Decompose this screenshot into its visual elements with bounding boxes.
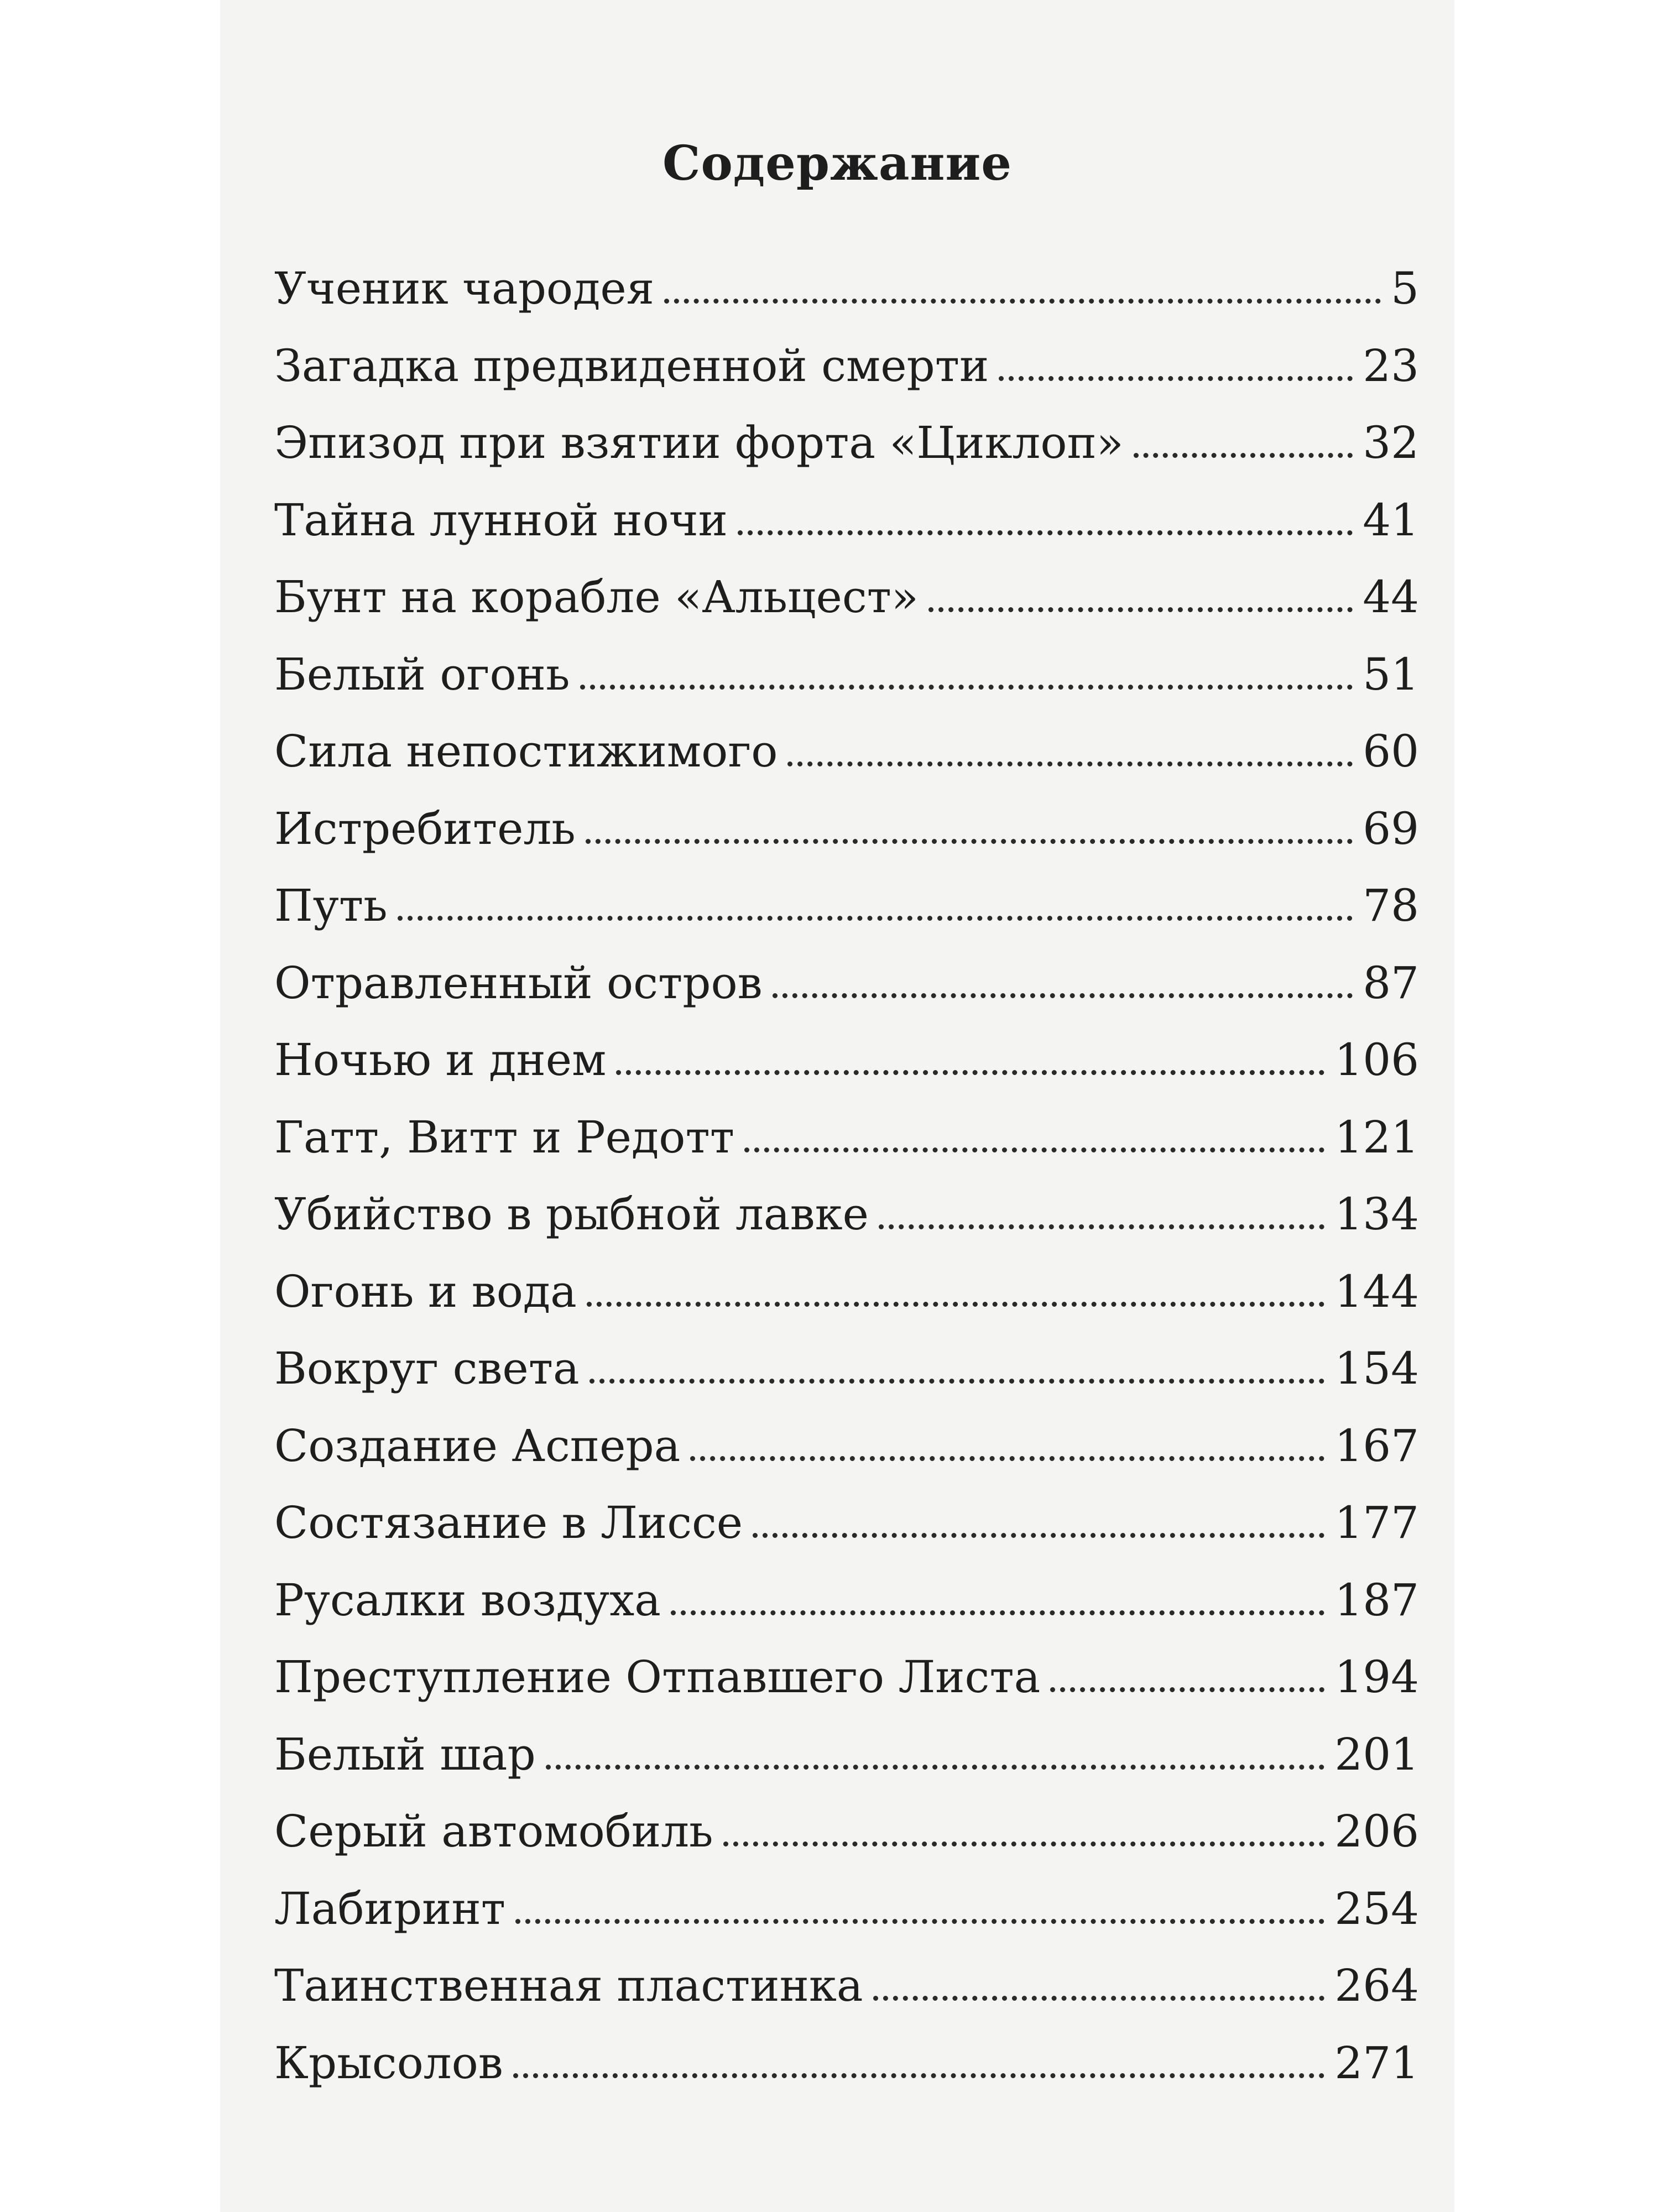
- toc-entry: [274, 1497, 1419, 1574]
- toc-entry-page-number: 144: [1334, 1265, 1419, 1317]
- dot-leader: [1134, 453, 1353, 458]
- toc-entry: [274, 571, 1419, 649]
- toc-entry: [274, 1729, 1419, 1806]
- toc-entry-title: Белый огонь: [274, 648, 570, 700]
- dot-leader: [1050, 1687, 1324, 1692]
- toc-entry-title: Истребитель: [274, 802, 576, 854]
- dot-leader: [546, 1765, 1325, 1770]
- toc-entry-title: Вокруг света: [274, 1343, 580, 1394]
- toc-entry-title: Преступление Отпавшего Листа: [274, 1651, 1041, 1703]
- dot-leader: [580, 685, 1353, 690]
- toc-entry-title: Огонь и вода: [274, 1265, 577, 1317]
- toc-entry-page-number: 78: [1363, 880, 1419, 931]
- dot-leader: [873, 1996, 1325, 2001]
- dot-leader: [773, 993, 1353, 998]
- page-title: Содержание: [662, 135, 1012, 191]
- toc-entry-title: Серый автомобиль: [274, 1806, 713, 1857]
- toc-entry-title: Ученик чародея: [274, 263, 655, 314]
- dot-leader: [738, 530, 1353, 535]
- toc-entry-page-number: 187: [1334, 1574, 1419, 1626]
- toc-entry: [274, 957, 1419, 1035]
- toc-entry-title: Русалки воздуха: [274, 1574, 661, 1626]
- toc-entry: [274, 1883, 1419, 1960]
- toc-entry: [274, 1420, 1419, 1498]
- toc-entry-page-number: 154: [1334, 1343, 1419, 1394]
- toc-entry-page-number: 177: [1334, 1497, 1419, 1548]
- toc-entry-page-number: 5: [1391, 263, 1419, 314]
- dot-leader: [513, 2073, 1325, 2078]
- toc-entry-title: Таинственная пластинка: [274, 1960, 863, 2011]
- toc-entry-title: Загадка предвиденной смерти: [274, 340, 989, 392]
- toc-entry-page-number: 44: [1363, 571, 1419, 623]
- toc-entry-page-number: 60: [1363, 726, 1419, 777]
- toc-entry-title: Отравленный остров: [274, 957, 763, 1009]
- toc-entry-title: Крысолов: [274, 2037, 503, 2089]
- toc-entry-page-number: 41: [1363, 494, 1419, 546]
- table-of-contents: [274, 263, 1419, 2114]
- toc-entry-title: Состязание в Лиссе: [274, 1497, 743, 1548]
- toc-entry-title: Убийство в рыбной лавке: [274, 1188, 869, 1240]
- toc-entry: [274, 1112, 1419, 1189]
- toc-entry-title: Эпизод при взятии форта «Циклоп»: [274, 417, 1124, 468]
- toc-entry-page-number: 254: [1334, 1882, 1419, 1934]
- dot-leader: [587, 1302, 1324, 1307]
- toc-entry-title: Создание Аспера: [274, 1420, 681, 1472]
- dot-leader: [398, 916, 1353, 921]
- toc-entry-page-number: 23: [1363, 340, 1419, 392]
- toc-entry: [274, 1343, 1419, 1420]
- toc-entry-page-number: 271: [1334, 2037, 1419, 2089]
- dot-leader: [589, 1379, 1325, 1384]
- toc-entry: [274, 1266, 1419, 1343]
- toc-entry: [274, 1651, 1419, 1729]
- toc-entry: [274, 2037, 1419, 2115]
- toc-entry: [274, 1960, 1419, 2037]
- dot-leader: [787, 761, 1353, 766]
- toc-entry: [274, 803, 1419, 880]
- toc-entry: [274, 340, 1419, 418]
- toc-entry-page-number: 201: [1334, 1728, 1419, 1780]
- toc-entry-page-number: 32: [1363, 417, 1419, 468]
- toc-entry: [274, 1034, 1419, 1112]
- toc-entry: [274, 1806, 1419, 1883]
- dot-leader: [664, 299, 1381, 304]
- toc-entry-page-number: 206: [1334, 1806, 1419, 1857]
- toc-entry-title: Белый шар: [274, 1728, 536, 1780]
- dot-leader: [723, 1841, 1325, 1846]
- dot-leader: [515, 1919, 1324, 1924]
- toc-entry: [274, 726, 1419, 803]
- toc-entry: [274, 417, 1419, 494]
- toc-entry: [274, 263, 1419, 340]
- toc-entry-title: Бунт на корабле «Альцест»: [274, 571, 919, 623]
- dot-leader: [616, 1070, 1324, 1075]
- toc-entry-title: Тайна лунной ночи: [274, 494, 728, 546]
- toc-entry-page-number: 51: [1363, 648, 1419, 700]
- toc-entry-title: Ночью и днем: [274, 1034, 607, 1086]
- toc-entry-title: Путь: [274, 880, 388, 931]
- toc-entry-page-number: 69: [1363, 802, 1419, 854]
- toc-entry-page-number: 87: [1363, 957, 1419, 1009]
- toc-entry-title: Лабиринт: [274, 1882, 506, 1934]
- dot-leader: [690, 1456, 1324, 1461]
- toc-entry-page-number: 167: [1334, 1420, 1419, 1472]
- dot-leader: [999, 376, 1353, 381]
- dot-leader: [671, 1610, 1324, 1615]
- dot-leader: [586, 839, 1353, 844]
- toc-entry-title: Гатт, Витт и Редотт: [274, 1111, 734, 1163]
- toc-entry-title: Сила непостижимого: [274, 726, 778, 777]
- toc-entry-page-number: 134: [1334, 1188, 1419, 1240]
- dot-leader: [928, 607, 1353, 612]
- toc-entry: [274, 880, 1419, 957]
- toc-entry-page-number: 121: [1334, 1111, 1419, 1163]
- toc-entry: [274, 649, 1419, 726]
- dot-leader: [753, 1533, 1324, 1538]
- toc-entry: [274, 1188, 1419, 1266]
- dot-leader: [744, 1147, 1324, 1152]
- dot-leader: [879, 1224, 1324, 1229]
- toc-entry-page-number: 264: [1334, 1960, 1419, 2011]
- toc-entry-page-number: 106: [1334, 1034, 1419, 1086]
- toc-entry-page-number: 194: [1334, 1651, 1419, 1703]
- toc-entry: [274, 494, 1419, 572]
- toc-entry: [274, 1574, 1419, 1652]
